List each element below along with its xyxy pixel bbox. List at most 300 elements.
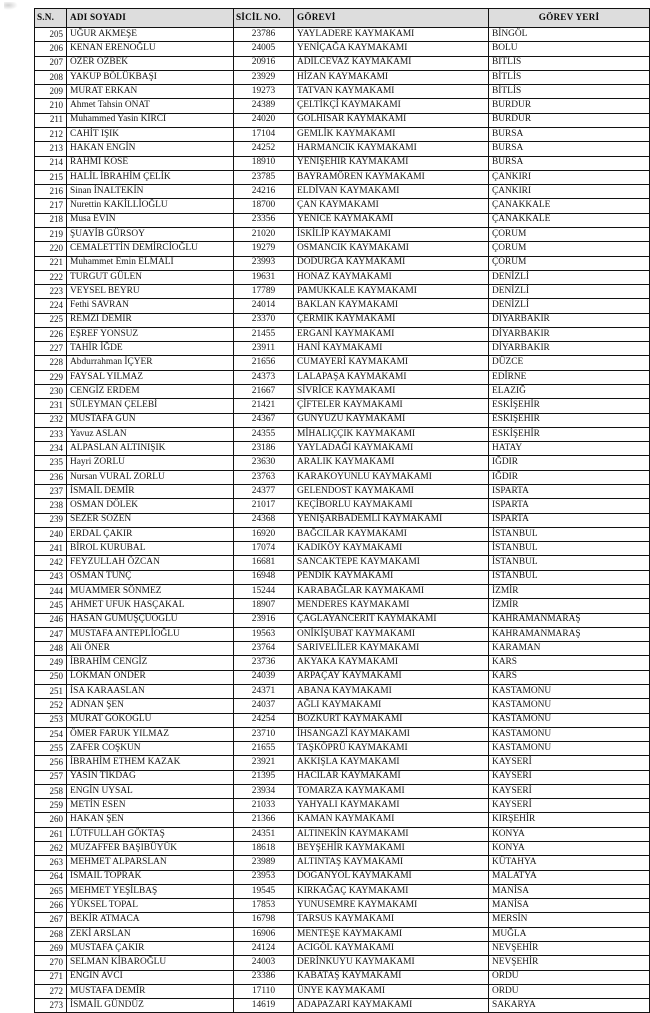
cell-name: Ali ÖNER bbox=[67, 642, 234, 656]
cell-gorev: İSKİLİP KAYMAKAMI bbox=[294, 227, 489, 241]
cell-yer: MERSİN bbox=[489, 913, 650, 927]
cell-name: SELMAN KİBAROĞLU bbox=[67, 956, 234, 970]
cell-yer: DENİZLİ bbox=[489, 285, 650, 299]
table-row bbox=[35, 499, 650, 513]
cell-sicil: 23785 bbox=[234, 170, 294, 184]
cell-name: MUAMMER SÖNMEZ bbox=[67, 584, 234, 598]
cell-name: CENGİZ ERDEM bbox=[67, 385, 234, 399]
cell-name: BEKİR ATMACA bbox=[67, 913, 234, 927]
cell-sicil: 21667 bbox=[234, 385, 294, 399]
cell-gorev: DODURGA KAYMAKAMI bbox=[294, 256, 489, 270]
cell-name: Fethi SAVRAN bbox=[67, 299, 234, 313]
table-row bbox=[35, 842, 650, 856]
table-row bbox=[35, 584, 650, 598]
cell-sicil: 18700 bbox=[234, 199, 294, 213]
cell-sn: 270 bbox=[35, 956, 67, 970]
cell-name: İSMAİL GÜNDÜZ bbox=[67, 999, 234, 1013]
cell-yer: ÇANAKKALE bbox=[489, 199, 650, 213]
cell-name: Sinan İNALTEKİN bbox=[67, 185, 234, 199]
cell-yer: KAYSERİ bbox=[489, 770, 650, 784]
cell-gorev: MENTEŞE KAYMAKAMI bbox=[294, 927, 489, 941]
cell-yer: KAHRAMANMARAŞ bbox=[489, 627, 650, 641]
cell-name: Muhammed Yasin KIRCI bbox=[67, 113, 234, 127]
cell-sn: 207 bbox=[35, 56, 67, 70]
cell-gorev: KAMAN KAYMAKAMI bbox=[294, 813, 489, 827]
table-row bbox=[35, 970, 650, 984]
cell-gorev: ARALIK KAYMAKAMI bbox=[294, 456, 489, 470]
cell-sn: 244 bbox=[35, 584, 67, 598]
cell-gorev: SANCAKTEPE KAYMAKAMI bbox=[294, 556, 489, 570]
cell-gorev: KARABAĞLAR KAYMAKAMI bbox=[294, 584, 489, 598]
cell-sn: 214 bbox=[35, 156, 67, 170]
cell-yer: ISPARTA bbox=[489, 499, 650, 513]
cell-name: ÖZER ÖZBEK bbox=[67, 56, 234, 70]
cell-sicil: 19273 bbox=[234, 85, 294, 99]
cell-yer: IĞDIR bbox=[489, 470, 650, 484]
cell-yer: DENİZLİ bbox=[489, 270, 650, 284]
cell-yer: DÜZCE bbox=[489, 356, 650, 370]
cell-name: İSMAİL DEMİR bbox=[67, 485, 234, 499]
cell-yer: İZMİR bbox=[489, 584, 650, 598]
table-row bbox=[35, 185, 650, 199]
cell-name: FAYSAL YILMAZ bbox=[67, 370, 234, 384]
table-row bbox=[35, 28, 650, 42]
table-row bbox=[35, 385, 650, 399]
cell-sicil: 23386 bbox=[234, 970, 294, 984]
table-row bbox=[35, 285, 650, 299]
cell-gorev: TOMARZA KAYMAKAMI bbox=[294, 784, 489, 798]
cell-yer: BURSA bbox=[489, 156, 650, 170]
column-header-yer: GÖREV YERİ bbox=[489, 9, 650, 28]
cell-name: REMZİ DEMİR bbox=[67, 313, 234, 327]
cell-sn: 206 bbox=[35, 42, 67, 56]
cell-gorev: MİHALIÇÇIK KAYMAKAMI bbox=[294, 427, 489, 441]
cell-sn: 271 bbox=[35, 970, 67, 984]
cell-sn: 254 bbox=[35, 727, 67, 741]
cell-gorev: HONAZ KAYMAKAMI bbox=[294, 270, 489, 284]
cell-gorev: ERGANİ KAYMAKAMI bbox=[294, 327, 489, 341]
cell-sn: 269 bbox=[35, 942, 67, 956]
table-row bbox=[35, 413, 650, 427]
cell-sicil: 24020 bbox=[234, 113, 294, 127]
cell-gorev: ALTINEKİN KAYMAKAMI bbox=[294, 827, 489, 841]
cell-sn: 227 bbox=[35, 342, 67, 356]
cell-gorev: KARAKOYUNLU KAYMAKAMI bbox=[294, 470, 489, 484]
cell-yer: IĞDIR bbox=[489, 456, 650, 470]
table-row bbox=[35, 827, 650, 841]
cell-name: ADNAN ŞEN bbox=[67, 699, 234, 713]
cell-yer: İSTANBUL bbox=[489, 542, 650, 556]
cell-name: Yavuz ASLAN bbox=[67, 427, 234, 441]
cell-yer: MANİSA bbox=[489, 899, 650, 913]
cell-sicil: 24371 bbox=[234, 684, 294, 698]
cell-sn: 243 bbox=[35, 570, 67, 584]
scan-artifact bbox=[4, 2, 18, 10]
cell-yer: KASTAMONU bbox=[489, 713, 650, 727]
cell-yer: ORDU bbox=[489, 970, 650, 984]
cell-name: Nurettin KAKİLLİOĞLU bbox=[67, 199, 234, 213]
cell-yer: EDİRNE bbox=[489, 370, 650, 384]
cell-sn: 260 bbox=[35, 813, 67, 827]
cell-sn: 251 bbox=[35, 684, 67, 698]
cell-name: HAKAN ŞEN bbox=[67, 813, 234, 827]
cell-gorev: PENDİK KAYMAKAMİ bbox=[294, 570, 489, 584]
cell-name: ÖMER FARUK YILMAZ bbox=[67, 727, 234, 741]
cell-sicil: 23764 bbox=[234, 642, 294, 656]
cell-name: ŞUAYİB GÜRSOY bbox=[67, 227, 234, 241]
cell-gorev: ÇİFTELER KAYMAKAMI bbox=[294, 399, 489, 413]
cell-name: YÜKSEL TOPAL bbox=[67, 899, 234, 913]
cell-gorev: KEÇİBORLU KAYMAKAMI bbox=[294, 499, 489, 513]
cell-sn: 250 bbox=[35, 670, 67, 684]
cell-gorev: ONİKİŞUBAT KAYMAKAMI bbox=[294, 627, 489, 641]
cell-sicil: 24254 bbox=[234, 713, 294, 727]
cell-yer: BİTLİS bbox=[489, 85, 650, 99]
cell-sicil: 17789 bbox=[234, 285, 294, 299]
cell-yer: ÇANKIRI bbox=[489, 185, 650, 199]
cell-sn: 222 bbox=[35, 270, 67, 284]
cell-sicil: 23993 bbox=[234, 256, 294, 270]
cell-gorev: BAYRAMÖREN KAYMAKAMI bbox=[294, 170, 489, 184]
cell-name: ENGİN AVCI bbox=[67, 970, 234, 984]
cell-sicil: 23186 bbox=[234, 442, 294, 456]
cell-sicil: 17110 bbox=[234, 984, 294, 998]
cell-name: YAKUP BÖLÜKBAŞI bbox=[67, 70, 234, 84]
cell-sicil: 18910 bbox=[234, 156, 294, 170]
table-row bbox=[35, 142, 650, 156]
cell-name: SEZER SÖZEN bbox=[67, 513, 234, 527]
cell-sn: 205 bbox=[35, 28, 67, 42]
cell-sn: 241 bbox=[35, 542, 67, 556]
cell-gorev: GÜNYÜZÜ KAYMAKAMI bbox=[294, 413, 489, 427]
cell-sicil: 21020 bbox=[234, 227, 294, 241]
table-row bbox=[35, 470, 650, 484]
table-row bbox=[35, 256, 650, 270]
cell-sn: 216 bbox=[35, 185, 67, 199]
cell-sicil: 23929 bbox=[234, 70, 294, 84]
cell-gorev: AĞLI KAYMAKAMI bbox=[294, 699, 489, 713]
cell-sn: 258 bbox=[35, 784, 67, 798]
cell-sicil: 23911 bbox=[234, 342, 294, 356]
cell-sn: 215 bbox=[35, 170, 67, 184]
cell-sicil: 21395 bbox=[234, 770, 294, 784]
cell-name: BİROL KURUBAL bbox=[67, 542, 234, 556]
cell-yer: BURSA bbox=[489, 142, 650, 156]
table-row bbox=[35, 427, 650, 441]
cell-yer: İSTANBUL bbox=[489, 570, 650, 584]
cell-yer: KARS bbox=[489, 656, 650, 670]
cell-name: İSMAİL TOPRAK bbox=[67, 870, 234, 884]
table-row bbox=[35, 542, 650, 556]
cell-sn: 263 bbox=[35, 856, 67, 870]
table-row bbox=[35, 656, 650, 670]
table-row bbox=[35, 170, 650, 184]
cell-sn: 248 bbox=[35, 642, 67, 656]
cell-yer: ORDU bbox=[489, 984, 650, 998]
table-row bbox=[35, 442, 650, 456]
cell-sicil: 24216 bbox=[234, 185, 294, 199]
cell-name: LÜTFULLAH GÖKTAŞ bbox=[67, 827, 234, 841]
cell-sn: 267 bbox=[35, 913, 67, 927]
cell-gorev: YUNUSEMRE KAYMAKAMI bbox=[294, 899, 489, 913]
cell-name: AHMET UFUK HASÇAKAL bbox=[67, 599, 234, 613]
cell-sn: 235 bbox=[35, 456, 67, 470]
cell-sn: 211 bbox=[35, 113, 67, 127]
cell-sicil: 14619 bbox=[234, 999, 294, 1013]
cell-name: MUSTAFA DEMİR bbox=[67, 984, 234, 998]
cell-sn: 253 bbox=[35, 713, 67, 727]
cell-gorev: YAYLADAĞI KAYMAKAMI bbox=[294, 442, 489, 456]
cell-sicil: 24355 bbox=[234, 427, 294, 441]
cell-sn: 273 bbox=[35, 999, 67, 1013]
cell-sicil: 17074 bbox=[234, 542, 294, 556]
cell-name: Musa EVİN bbox=[67, 213, 234, 227]
cell-sn: 223 bbox=[35, 285, 67, 299]
cell-yer: ÇORUM bbox=[489, 256, 650, 270]
table-row bbox=[35, 813, 650, 827]
cell-name: Nursan VURAL ZORLU bbox=[67, 470, 234, 484]
cell-yer: ESKİŞEHİR bbox=[489, 413, 650, 427]
cell-sn: 220 bbox=[35, 242, 67, 256]
table-row bbox=[35, 485, 650, 499]
cell-sn: 268 bbox=[35, 927, 67, 941]
table-row bbox=[35, 999, 650, 1013]
table-row bbox=[35, 327, 650, 341]
cell-yer: HATAY bbox=[489, 442, 650, 456]
table-row bbox=[35, 270, 650, 284]
cell-yer: ÇORUM bbox=[489, 227, 650, 241]
cell-sn: 255 bbox=[35, 742, 67, 756]
cell-gorev: TARSUS KAYMAKAMI bbox=[294, 913, 489, 927]
cell-yer: ISPARTA bbox=[489, 513, 650, 527]
table-row bbox=[35, 242, 650, 256]
cell-sicil: 24367 bbox=[234, 413, 294, 427]
table-row bbox=[35, 699, 650, 713]
cell-yer: KARS bbox=[489, 670, 650, 684]
cell-sicil: 21017 bbox=[234, 499, 294, 513]
cell-sn: 257 bbox=[35, 770, 67, 784]
cell-yer: MANİSA bbox=[489, 884, 650, 898]
cell-sn: 233 bbox=[35, 427, 67, 441]
cell-name: MEHMET YEŞİLBAŞ bbox=[67, 884, 234, 898]
cell-name: İSA KARAASLAN bbox=[67, 684, 234, 698]
cell-yer: İSTANBUL bbox=[489, 527, 650, 541]
cell-gorev: ELDİVAN KAYMAKAMI bbox=[294, 185, 489, 199]
cell-name: MURAT ERKAN bbox=[67, 85, 234, 99]
cell-name: TURGUT GÜLEN bbox=[67, 270, 234, 284]
cell-yer: MUĞLA bbox=[489, 927, 650, 941]
cell-sicil: 18618 bbox=[234, 842, 294, 856]
cell-sicil: 20916 bbox=[234, 56, 294, 70]
cell-name: MUSTAFA ÇAKIR bbox=[67, 942, 234, 956]
table-row bbox=[35, 42, 650, 56]
table-row bbox=[35, 70, 650, 84]
table-row bbox=[35, 527, 650, 541]
cell-sicil: 19631 bbox=[234, 270, 294, 284]
cell-sicil: 23370 bbox=[234, 313, 294, 327]
cell-name: YASİN TİKDAĞ bbox=[67, 770, 234, 784]
cell-gorev: BAĞCILAR KAYMAKAMI bbox=[294, 527, 489, 541]
table-row bbox=[35, 513, 650, 527]
cell-yer: BİNGÖL bbox=[489, 28, 650, 42]
cell-gorev: SİVRİCE KAYMAKAMI bbox=[294, 385, 489, 399]
cell-yer: İSTANBUL bbox=[489, 556, 650, 570]
cell-yer: BOLU bbox=[489, 42, 650, 56]
cell-name: ZAFER COŞKUN bbox=[67, 742, 234, 756]
cell-name: ENGİN UYSAL bbox=[67, 784, 234, 798]
cell-gorev: ARPAÇAY KAYMAKAMI bbox=[294, 670, 489, 684]
cell-sn: 231 bbox=[35, 399, 67, 413]
cell-gorev: YAYLADERE KAYMAKAMI bbox=[294, 28, 489, 42]
cell-sn: 228 bbox=[35, 356, 67, 370]
table-row bbox=[35, 113, 650, 127]
cell-yer: DİYARBAKIR bbox=[489, 313, 650, 327]
cell-name: CEMALETTİN DEMİRCİOĞLU bbox=[67, 242, 234, 256]
cell-sn: 259 bbox=[35, 799, 67, 813]
cell-yer: ELAZIĞ bbox=[489, 385, 650, 399]
column-header-sicil: SİCİL NO. bbox=[234, 9, 294, 28]
cell-yer: MALATYA bbox=[489, 870, 650, 884]
cell-yer: DİYARBAKIR bbox=[489, 342, 650, 356]
cell-yer: DENİZLİ bbox=[489, 299, 650, 313]
cell-gorev: ADAPAZARI KAYMAKAMI bbox=[294, 999, 489, 1013]
cell-sicil: 24252 bbox=[234, 142, 294, 156]
cell-name: RAHMİ KÖSE bbox=[67, 156, 234, 170]
cell-name: KENAN ERENOĞLU bbox=[67, 42, 234, 56]
cell-gorev: YENİŞARBADEMLİ KAYMAKAMI bbox=[294, 513, 489, 527]
table-row bbox=[35, 942, 650, 956]
cell-name: LOKMAN ÖNDER bbox=[67, 670, 234, 684]
cell-sicil: 23953 bbox=[234, 870, 294, 884]
table-row bbox=[35, 727, 650, 741]
table-row bbox=[35, 742, 650, 756]
cell-sicil: 23934 bbox=[234, 784, 294, 798]
cell-gorev: BEYŞEHİR KAYMAKAMI bbox=[294, 842, 489, 856]
cell-name: Abdurrahman İÇYER bbox=[67, 356, 234, 370]
cell-name: TAHİR İĞDE bbox=[67, 342, 234, 356]
cell-sn: 264 bbox=[35, 870, 67, 884]
table-row bbox=[35, 370, 650, 384]
cell-yer: KAYSERİ bbox=[489, 784, 650, 798]
cell-yer: BURSA bbox=[489, 127, 650, 141]
cell-gorev: BAKLAN KAYMAKAMI bbox=[294, 299, 489, 313]
cell-gorev: SARIVELİLER KAYMAKAMI bbox=[294, 642, 489, 656]
cell-gorev: ALTINTAŞ KAYMAKAMI bbox=[294, 856, 489, 870]
cell-yer: KASTAMONU bbox=[489, 684, 650, 698]
table-row bbox=[35, 684, 650, 698]
cell-name: İBRAHİM ETHEM KAZAK bbox=[67, 756, 234, 770]
cell-gorev: KADIKÖY KAYMAKAMI bbox=[294, 542, 489, 556]
cell-name: SÜLEYMAN ÇELEBİ bbox=[67, 399, 234, 413]
cell-yer: SAKARYA bbox=[489, 999, 650, 1013]
cell-name: Muhammet Emin ELMALI bbox=[67, 256, 234, 270]
cell-name: OSMAN TUNÇ bbox=[67, 570, 234, 584]
table-row bbox=[35, 356, 650, 370]
table-row bbox=[35, 956, 650, 970]
cell-sn: 230 bbox=[35, 385, 67, 399]
cell-name: İBRAHİM CENGİZ bbox=[67, 656, 234, 670]
cell-sn: 217 bbox=[35, 199, 67, 213]
table-row bbox=[35, 913, 650, 927]
cell-sn: 218 bbox=[35, 213, 67, 227]
table-header bbox=[35, 9, 650, 28]
cell-gorev: KIRKAĞAÇ KAYMAKAMI bbox=[294, 884, 489, 898]
cell-yer: KAYSERİ bbox=[489, 799, 650, 813]
cell-sicil: 24014 bbox=[234, 299, 294, 313]
cell-sicil: 16948 bbox=[234, 570, 294, 584]
cell-gorev: OSMANCIK KAYMAKAMI bbox=[294, 242, 489, 256]
cell-sn: 221 bbox=[35, 256, 67, 270]
cell-name: FEYZULLAH ÖZCAN bbox=[67, 556, 234, 570]
cell-sicil: 23763 bbox=[234, 470, 294, 484]
cell-gorev: YENİCE KAYMAKAMI bbox=[294, 213, 489, 227]
cell-yer: KAYSERİ bbox=[489, 756, 650, 770]
cell-sn: 234 bbox=[35, 442, 67, 456]
table-row bbox=[35, 613, 650, 627]
cell-sicil: 16906 bbox=[234, 927, 294, 941]
cell-sicil: 21455 bbox=[234, 327, 294, 341]
cell-gorev: DERİNKUYU KAYMAKAMI bbox=[294, 956, 489, 970]
cell-sn: 213 bbox=[35, 142, 67, 156]
table-row bbox=[35, 342, 650, 356]
cell-gorev: LALAPAŞA KAYMAKAMI bbox=[294, 370, 489, 384]
cell-sicil: 21421 bbox=[234, 399, 294, 413]
cell-gorev: PAMUKKALE KAYMAKAMI bbox=[294, 285, 489, 299]
cell-gorev: ÇERMİK KAYMAKAMI bbox=[294, 313, 489, 327]
cell-sn: 219 bbox=[35, 227, 67, 241]
cell-name: VEYSEL BEYRU bbox=[67, 285, 234, 299]
cell-sicil: 24003 bbox=[234, 956, 294, 970]
cell-sicil: 23786 bbox=[234, 28, 294, 42]
cell-yer: İZMİR bbox=[489, 599, 650, 613]
cell-yer: KASTAMONU bbox=[489, 742, 650, 756]
cell-sicil: 24351 bbox=[234, 827, 294, 841]
cell-yer: KONYA bbox=[489, 827, 650, 841]
cell-sn: 261 bbox=[35, 827, 67, 841]
cell-sicil: 21656 bbox=[234, 356, 294, 370]
cell-gorev: AKYAKA KAYMAKAMI bbox=[294, 656, 489, 670]
cell-sn: 238 bbox=[35, 499, 67, 513]
cell-gorev: GELENDOST KAYMAKAMI bbox=[294, 485, 489, 499]
cell-gorev: ÇAN KAYMAKAMI bbox=[294, 199, 489, 213]
cell-sn: 239 bbox=[35, 513, 67, 527]
cell-name: METİN ESEN bbox=[67, 799, 234, 813]
cell-name: MURAT GÖKOĞLU bbox=[67, 713, 234, 727]
cell-yer: DİYARBAKIR bbox=[489, 327, 650, 341]
column-header-name: ADI SOYADI bbox=[67, 9, 234, 28]
cell-gorev: İHSANGAZİ KAYMAKAMI bbox=[294, 727, 489, 741]
table-row bbox=[35, 927, 650, 941]
cell-sicil: 17853 bbox=[234, 899, 294, 913]
cell-sicil: 16798 bbox=[234, 913, 294, 927]
cell-sn: 208 bbox=[35, 70, 67, 84]
cell-name: EŞREF YONSUZ bbox=[67, 327, 234, 341]
cell-sicil: 23921 bbox=[234, 756, 294, 770]
cell-yer: BURDUR bbox=[489, 113, 650, 127]
cell-yer: NEVŞEHİR bbox=[489, 956, 650, 970]
cell-name: ALPASLAN ALTINIŞIK bbox=[67, 442, 234, 456]
cell-name: Hayri ZORLU bbox=[67, 456, 234, 470]
cell-sn: 224 bbox=[35, 299, 67, 313]
cell-sicil: 24039 bbox=[234, 670, 294, 684]
cell-yer: ISPARTA bbox=[489, 485, 650, 499]
cell-sicil: 23356 bbox=[234, 213, 294, 227]
table-row bbox=[35, 313, 650, 327]
cell-sn: 252 bbox=[35, 699, 67, 713]
cell-sicil: 24368 bbox=[234, 513, 294, 527]
cell-yer: ÇORUM bbox=[489, 242, 650, 256]
cell-sn: 237 bbox=[35, 485, 67, 499]
